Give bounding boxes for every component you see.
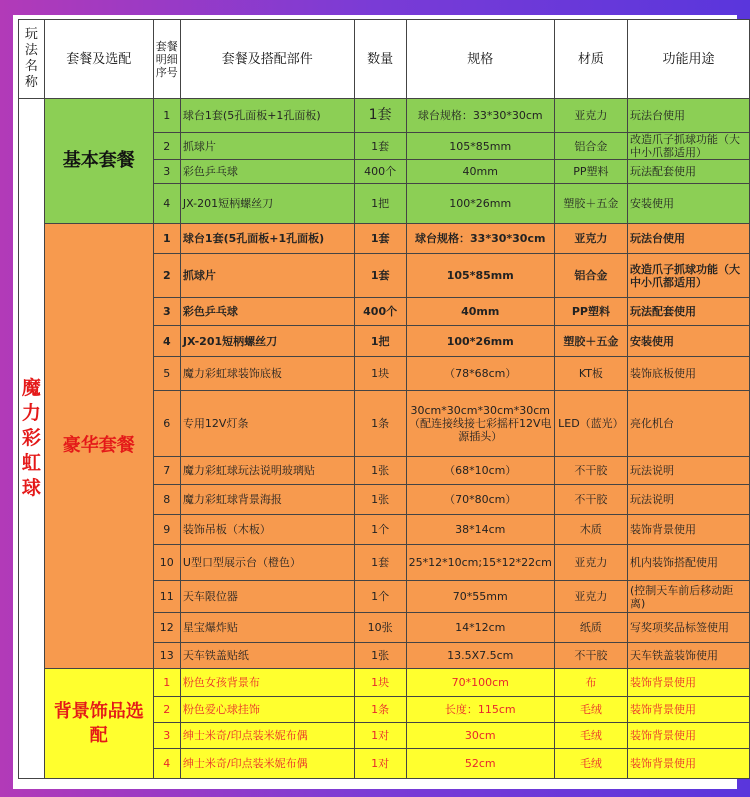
row-spec: 球台规格：33*30*30cm	[406, 224, 554, 254]
row-spec: 105*85mm	[406, 254, 554, 298]
header-play-name: 玩法名称	[19, 20, 45, 99]
row-function: 天车铁盖装饰使用	[627, 643, 749, 669]
row-index: 1	[153, 99, 180, 133]
row-function: 安装使用	[627, 184, 749, 224]
row-part: 粉色爱心球挂饰	[180, 697, 354, 723]
row-spec: 30cm	[406, 723, 554, 749]
row-qty: 400个	[354, 298, 406, 326]
row-qty: 1套	[354, 224, 406, 254]
row-material: PP塑料	[554, 298, 627, 326]
row-material: LED（蓝光）	[554, 391, 627, 457]
row-function: 安装使用	[627, 326, 749, 357]
row-function: 玩法配套使用	[627, 160, 749, 184]
row-index: 12	[153, 613, 180, 643]
row-part: 球台1套(5孔面板+1孔面板)	[180, 224, 354, 254]
row-spec: 100*26mm	[406, 326, 554, 357]
row-index: 7	[153, 457, 180, 485]
row-spec: 长度：115cm	[406, 697, 554, 723]
row-part: 绅士米奇/印点装米妮布偶	[180, 723, 354, 749]
row-qty: 1套	[354, 133, 406, 160]
row-function: 装饰背景使用	[627, 669, 749, 697]
row-part: 粉色女孩背景布	[180, 669, 354, 697]
row-function: 写奖项奖品标签使用	[627, 613, 749, 643]
row-material: 铝合金	[554, 133, 627, 160]
table-row	[19, 99, 750, 133]
row-material: 亚克力	[554, 581, 627, 613]
header-index: 套餐明细序号	[153, 20, 180, 99]
row-part: 专用12V灯条	[180, 391, 354, 457]
row-material: 木质	[554, 515, 627, 545]
row-part: JX-201短柄螺丝刀	[180, 184, 354, 224]
row-qty: 1张	[354, 643, 406, 669]
row-function: 玩法说明	[627, 457, 749, 485]
row-part: U型口型展示台（橙色）	[180, 545, 354, 581]
row-part: 天车限位器	[180, 581, 354, 613]
row-part: 抓球片	[180, 254, 354, 298]
row-part: 魔力彩虹球玩法说明玻璃贴	[180, 457, 354, 485]
row-part: 天车铁盖贴纸	[180, 643, 354, 669]
row-spec: （70*80cm）	[406, 485, 554, 515]
row-function: 改造爪子抓球功能（大中小爪都适用）	[627, 133, 749, 160]
row-qty: 1块	[354, 357, 406, 391]
package-table	[18, 19, 750, 779]
row-index: 2	[153, 254, 180, 298]
row-material: 毛绒	[554, 697, 627, 723]
group-deluxe: 豪华套餐	[44, 224, 153, 669]
row-index: 10	[153, 545, 180, 581]
row-index: 9	[153, 515, 180, 545]
row-spec: 40mm	[406, 160, 554, 184]
row-qty: 1套	[354, 254, 406, 298]
row-material: 布	[554, 669, 627, 697]
header-spec: 规格	[406, 20, 554, 99]
row-material: 塑胶＋五金	[554, 326, 627, 357]
table-row	[19, 669, 750, 697]
row-material: 不干胶	[554, 485, 627, 515]
row-qty: 1条	[354, 391, 406, 457]
row-material: 铝合金	[554, 254, 627, 298]
row-spec: 70*100cm	[406, 669, 554, 697]
row-qty: 1对	[354, 723, 406, 749]
row-spec: 105*85mm	[406, 133, 554, 160]
row-qty: 1张	[354, 457, 406, 485]
header-parts: 套餐及搭配部件	[180, 20, 354, 99]
row-part: 魔力彩虹球背景海报	[180, 485, 354, 515]
row-index: 1	[153, 224, 180, 254]
row-spec: 70*55mm	[406, 581, 554, 613]
row-spec: 40mm	[406, 298, 554, 326]
row-qty: 10张	[354, 613, 406, 643]
row-spec: （68*10cm）	[406, 457, 554, 485]
header-material: 材质	[554, 20, 627, 99]
row-function: 装饰背景使用	[627, 515, 749, 545]
row-material: 亚克力	[554, 545, 627, 581]
table-row	[19, 224, 750, 254]
row-part: 星宝爆炸贴	[180, 613, 354, 643]
row-material: KT板	[554, 357, 627, 391]
row-material: 毛绒	[554, 749, 627, 779]
row-qty: 400个	[354, 160, 406, 184]
row-material: 亚克力	[554, 99, 627, 133]
header-qty: 数量	[354, 20, 406, 99]
row-qty: 1对	[354, 749, 406, 779]
row-qty: 1套	[354, 99, 406, 133]
row-part: 抓球片	[180, 133, 354, 160]
row-index: 2	[153, 133, 180, 160]
row-index: 3	[153, 723, 180, 749]
row-part: 球台1套(5孔面板+1孔面板)	[180, 99, 354, 133]
row-qty: 1条	[354, 697, 406, 723]
row-function: 装饰背景使用	[627, 697, 749, 723]
row-function: 亮化机台	[627, 391, 749, 457]
row-spec: 25*12*10cm;15*12*22cm	[406, 545, 554, 581]
row-spec: （78*68cm）	[406, 357, 554, 391]
header-row	[19, 20, 750, 99]
row-part: 装饰吊板（木板）	[180, 515, 354, 545]
row-material: 纸质	[554, 613, 627, 643]
row-function: 玩法台使用	[627, 224, 749, 254]
row-spec: 100*26mm	[406, 184, 554, 224]
row-part: 彩色乒乓球	[180, 298, 354, 326]
header-package: 套餐及选配	[44, 20, 153, 99]
row-function: 玩法台使用	[627, 99, 749, 133]
row-part: JX-201短柄螺丝刀	[180, 326, 354, 357]
row-index: 3	[153, 160, 180, 184]
row-material: 亚克力	[554, 224, 627, 254]
row-index: 4	[153, 326, 180, 357]
row-spec: 38*14cm	[406, 515, 554, 545]
row-spec: 14*12cm	[406, 613, 554, 643]
row-part: 魔力彩虹球装饰底板	[180, 357, 354, 391]
row-function: 改造爪子抓球功能（大中小爪都适用）	[627, 254, 749, 298]
row-qty: 1个	[354, 581, 406, 613]
row-qty: 1把	[354, 184, 406, 224]
row-qty: 1张	[354, 485, 406, 515]
row-spec: 52cm	[406, 749, 554, 779]
header-function: 功能用途	[627, 20, 749, 99]
row-function: 装饰底板使用	[627, 357, 749, 391]
row-function: (控制天车前后移动距离)	[627, 581, 749, 613]
row-spec: 30cm*30cm*30cm*30cm（配连接线接七彩摇杆12V电源插头）	[406, 391, 554, 457]
row-qty: 1个	[354, 515, 406, 545]
row-part: 彩色乒乓球	[180, 160, 354, 184]
row-material: 塑胶＋五金	[554, 184, 627, 224]
product-name: 魔力彩虹球	[19, 99, 45, 779]
row-index: 5	[153, 357, 180, 391]
row-index: 6	[153, 391, 180, 457]
row-material: 不干胶	[554, 457, 627, 485]
row-index: 1	[153, 669, 180, 697]
row-material: 毛绒	[554, 723, 627, 749]
row-index: 11	[153, 581, 180, 613]
row-spec: 13.5X7.5cm	[406, 643, 554, 669]
row-function: 机内装饰搭配使用	[627, 545, 749, 581]
row-qty: 1套	[354, 545, 406, 581]
row-function: 装饰背景使用	[627, 749, 749, 779]
row-spec: 球台规格：33*30*30cm	[406, 99, 554, 133]
row-material: PP塑料	[554, 160, 627, 184]
row-qty: 1块	[354, 669, 406, 697]
row-index: 3	[153, 298, 180, 326]
group-decor: 背景饰品选配	[44, 669, 153, 779]
row-index: 4	[153, 184, 180, 224]
row-function: 玩法配套使用	[627, 298, 749, 326]
row-function: 装饰背景使用	[627, 723, 749, 749]
row-part: 绅士米奇/印点装米妮布偶	[180, 749, 354, 779]
row-qty: 1把	[354, 326, 406, 357]
row-index: 2	[153, 697, 180, 723]
row-index: 4	[153, 749, 180, 779]
row-index: 13	[153, 643, 180, 669]
row-index: 8	[153, 485, 180, 515]
group-basic: 基本套餐	[44, 99, 153, 224]
row-material: 不干胶	[554, 643, 627, 669]
row-function: 玩法说明	[627, 485, 749, 515]
